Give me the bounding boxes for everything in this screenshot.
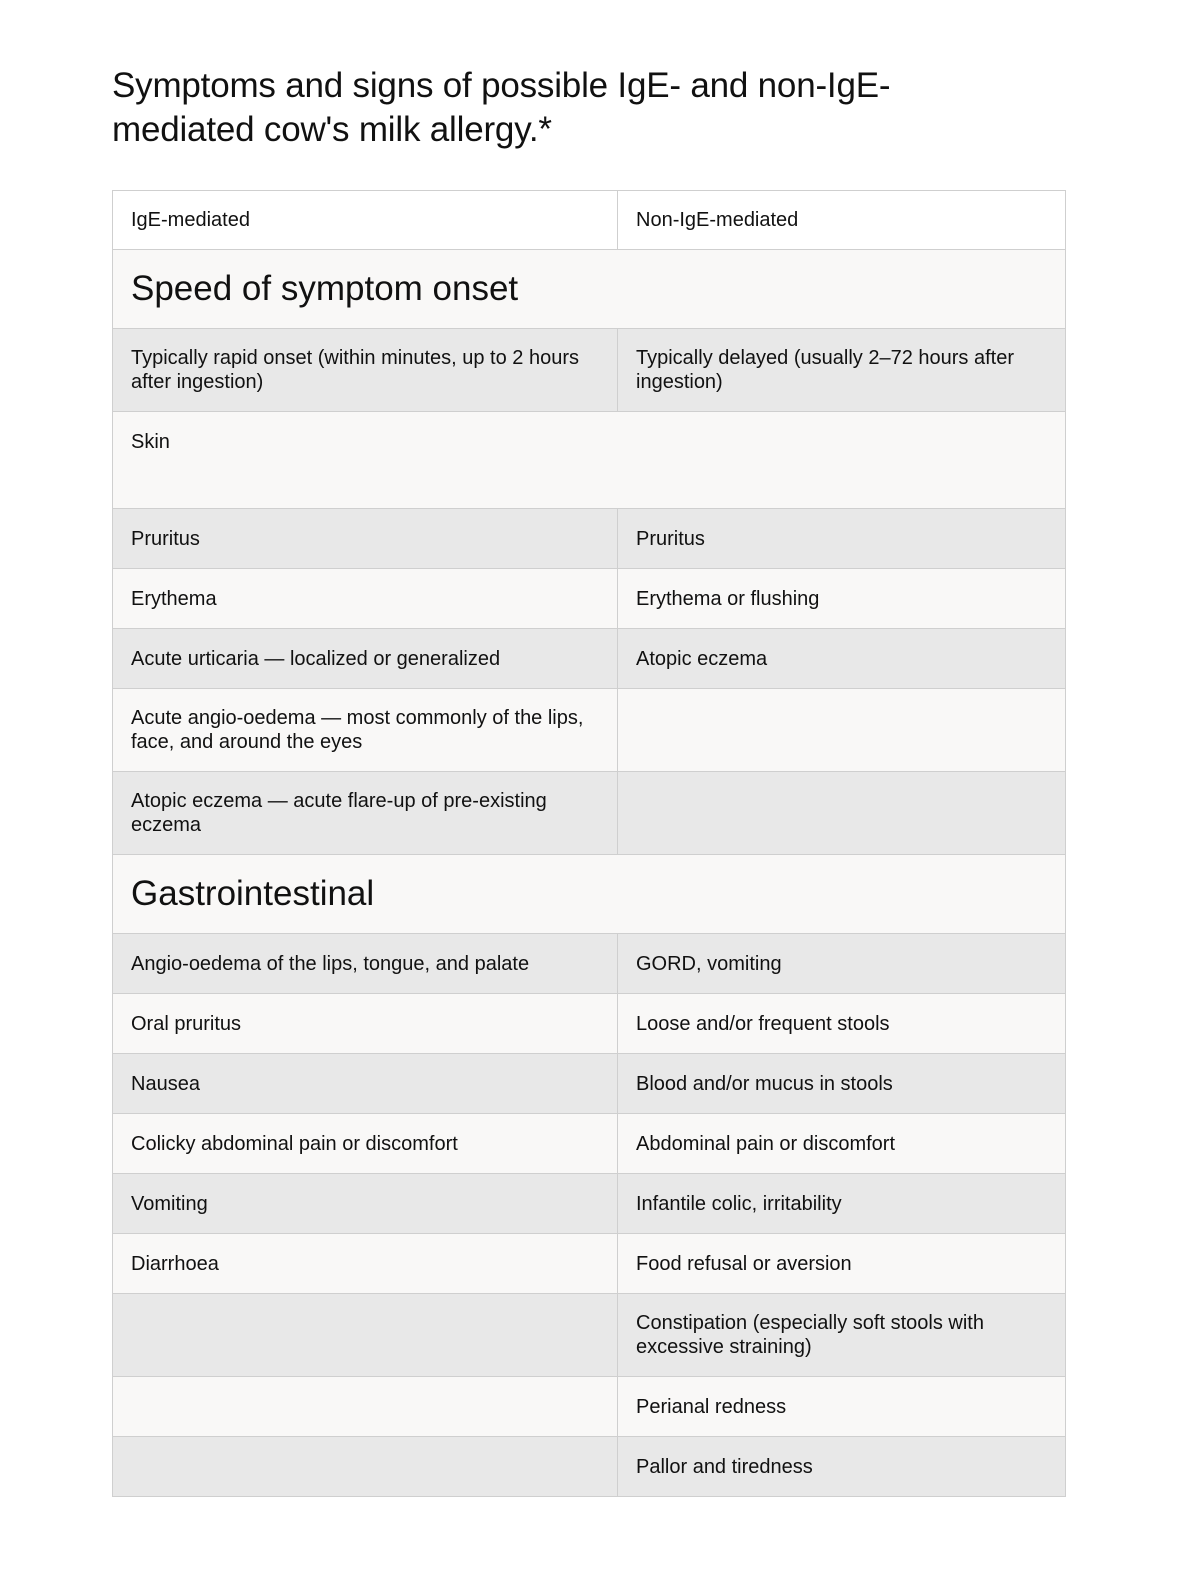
table-row [113,772,1066,855]
cell-non-ige: Infantile colic, irritability [618,1174,1066,1234]
table-row [113,509,1066,569]
cell-ige [113,1437,618,1497]
cell-non-ige: Loose and/or frequent stools [618,994,1066,1054]
cell-ige: Oral pruritus [113,994,618,1054]
cell-non-ige: Perianal redness [618,1377,1066,1437]
table-row [113,1054,1066,1114]
cell-ige: Pruritus [113,509,618,569]
table-row [113,629,1066,689]
cell-ige: Vomiting [113,1174,618,1234]
cell-non-ige: Atopic eczema [618,629,1066,689]
cell-non-ige: Pruritus [618,509,1066,569]
subheading-row [113,412,1066,509]
section-heading-gastrointestinal: Gastrointestinal [113,855,1066,934]
cell-non-ige [618,689,1066,772]
table-row [113,1114,1066,1174]
header-ige-mediated: IgE-mediated [113,191,618,250]
section-heading-row [113,250,1066,329]
cell-ige: Atopic eczema — acute flare-up of pre-existing eczema [113,772,618,855]
cell-ige: Typically rapid onset (within minutes, up to 2 hours after ingestion) [113,329,618,412]
table-row [113,934,1066,994]
cell-non-ige [618,772,1066,855]
cell-ige: Diarrhoea [113,1234,618,1294]
header-non-ige-mediated: Non-IgE-mediated [618,191,1066,250]
cell-non-ige: GORD, vomiting [618,934,1066,994]
cell-non-ige: Pallor and tiredness [618,1437,1066,1497]
cell-ige: Acute urticaria — localized or generalized [113,629,618,689]
table-row [113,1437,1066,1497]
cell-ige: Acute angio-oedema — most commonly of the lips, face, and around the eyes [113,689,618,772]
cows-milk-allergy-table [112,190,1066,1497]
cell-ige [113,1377,618,1437]
cell-ige: Colicky abdominal pain or discomfort [113,1114,618,1174]
table-row [113,1377,1066,1437]
cell-non-ige: Erythema or flushing [618,569,1066,629]
cell-non-ige: Typically delayed (usually 2–72 hours after ingestion) [618,329,1066,412]
table-row [113,1174,1066,1234]
cell-ige: Nausea [113,1054,618,1114]
cell-ige: Angio-oedema of the lips, tongue, and palate [113,934,618,994]
table-row [113,329,1066,412]
table-header-row [113,191,1066,250]
cell-non-ige: Abdominal pain or discomfort [618,1114,1066,1174]
table-row [113,994,1066,1054]
cell-ige: Erythema [113,569,618,629]
table-row [113,1294,1066,1377]
page-title: Symptoms and signs of possible IgE- and non-IgE-mediated cow's milk allergy.* [112,66,891,149]
subheading-skin: Skin [113,412,1066,509]
table-row [113,1234,1066,1294]
table-row [113,569,1066,629]
section-heading-row [113,855,1066,934]
section-heading-speed-of-onset: Speed of symptom onset [113,250,1066,329]
cell-ige [113,1294,618,1377]
cell-non-ige: Blood and/or mucus in stools [618,1054,1066,1114]
cell-non-ige: Constipation (especially soft stools with excessive straining) [618,1294,1066,1377]
table-row [113,689,1066,772]
cell-non-ige: Food refusal or aversion [618,1234,1066,1294]
